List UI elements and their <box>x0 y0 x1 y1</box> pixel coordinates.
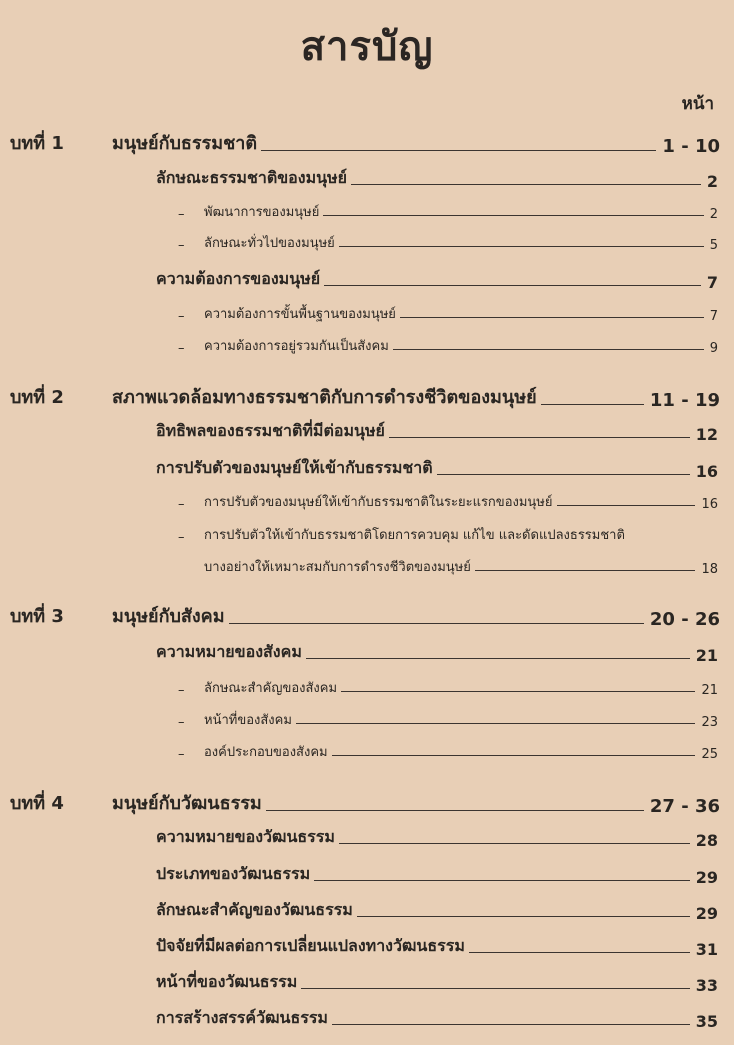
section-title: ลักษณะธรรมชาติของมนุษย์ <box>156 168 347 187</box>
section-title: ความหมายของวัฒนธรรม <box>156 827 335 846</box>
subsection-title: การปรับตัวให้เข้ากับธรรมชาติโดยการควบคุม แก้ไข และดัดแปลงธรรมชาติ <box>204 528 625 543</box>
leader-line <box>557 505 696 506</box>
section-title: การสร้างสรรค์วัฒนธรรม <box>156 1008 328 1027</box>
chapter-label: บทที่ 3 <box>10 606 64 627</box>
subsection-row[interactable] <box>178 709 718 730</box>
leader-line <box>341 691 695 692</box>
section-page: 12 <box>695 425 718 444</box>
section-row[interactable] <box>156 1006 718 1031</box>
dash-marker: – <box>178 530 185 545</box>
leader-line <box>301 988 689 989</box>
subsection-page: 23 <box>701 715 718 730</box>
subsection-title: ความต้องการขั้นพื้นฐานของมนุษย์ <box>204 307 396 322</box>
leader-line <box>393 349 704 350</box>
leader-line <box>437 474 690 475</box>
subsection-row[interactable] <box>178 491 718 512</box>
leader-line <box>229 623 644 624</box>
leader-line <box>323 215 703 216</box>
section-title: การปรับตัวของมนุษย์ให้เข้ากับธรรมชาติ <box>156 458 433 477</box>
section-row[interactable] <box>156 456 718 481</box>
leader-line <box>332 755 696 756</box>
leader-line <box>324 285 701 286</box>
subsection-page: 21 <box>701 683 718 698</box>
subsection-title: การปรับตัวของมนุษย์ให้เข้ากับธรรมชาติในระยะแรกของมนุษย์ <box>204 495 553 510</box>
chapter-pages: 27 - 36 <box>649 796 720 817</box>
subsection-page: 9 <box>709 341 718 356</box>
leader-line <box>332 1024 690 1025</box>
leader-line <box>357 916 690 917</box>
chapter-title: สภาพแวดล้อมทางธรรมชาติกับการดำรงชีวิตของมนุษย์ <box>112 387 537 408</box>
dash-marker: – <box>178 309 185 324</box>
chapter-title: มนุษย์กับวัฒนธรรม <box>112 793 262 814</box>
dash-marker: – <box>178 683 185 698</box>
section-page: 29 <box>695 904 718 923</box>
section-row[interactable] <box>156 267 718 292</box>
section-row[interactable] <box>156 640 718 665</box>
section-title: ประเภทของวัฒนธรรม <box>156 864 311 883</box>
subsection-title: ความต้องการอยู่รวมกันเป็นสังคม <box>204 339 389 354</box>
leader-line <box>475 570 696 571</box>
subsection-row[interactable] <box>178 741 718 762</box>
section-page: 29 <box>695 868 718 887</box>
section-title: หน้าที่ของวัฒนธรรม <box>156 972 298 991</box>
subsection-title: พัฒนาการของมนุษย์ <box>204 205 320 220</box>
leader-line <box>314 880 690 881</box>
leader-line <box>266 810 644 811</box>
dash-marker: – <box>178 341 185 356</box>
subsection-row[interactable] <box>178 335 718 356</box>
page-title: สารบัญ <box>300 24 434 70</box>
section-title: ความหมายของสังคม <box>156 642 302 661</box>
subsection-page: 7 <box>709 309 718 324</box>
chapter-pages: 11 - 19 <box>649 390 720 411</box>
section-title: อิทธิพลของธรรมชาติที่มีต่อมนุษย์ <box>156 421 385 440</box>
section-page: 2 <box>706 172 718 191</box>
leader-line <box>339 246 704 247</box>
subsection-title: ลักษณะทั่วไปของมนุษย์ <box>204 236 335 251</box>
section-page: 7 <box>706 273 718 292</box>
subsection-page: 5 <box>709 238 718 253</box>
chapter-title: มนุษย์กับธรรมชาติ <box>112 133 258 154</box>
chapter-row[interactable] <box>112 788 720 817</box>
section-page: 16 <box>695 462 718 481</box>
leader-line <box>339 843 690 844</box>
section-row[interactable] <box>156 166 718 191</box>
chapter-label: บทที่ 1 <box>10 133 64 154</box>
section-row[interactable] <box>156 934 718 959</box>
leader-line <box>306 658 690 659</box>
subsection-row[interactable] <box>178 303 718 324</box>
chapter-row[interactable] <box>112 601 720 630</box>
subsection-row[interactable] <box>178 201 718 222</box>
leader-line <box>389 437 690 438</box>
section-page: 35 <box>695 1012 718 1031</box>
leader-line <box>296 723 696 724</box>
section-row[interactable] <box>156 419 718 444</box>
subsection-row[interactable] <box>178 524 718 545</box>
subsection-page: 18 <box>701 562 718 577</box>
leader-line <box>541 404 644 405</box>
subsection-title: องค์ประกอบของสังคม <box>204 745 328 760</box>
section-row[interactable] <box>156 862 718 887</box>
section-row[interactable] <box>156 970 718 995</box>
dash-marker: – <box>178 207 185 222</box>
leader-line <box>351 184 701 185</box>
section-page: 31 <box>695 940 718 959</box>
chapter-row[interactable] <box>112 128 720 157</box>
subsection-title: หน้าที่ของสังคม <box>204 713 292 728</box>
dash-marker: – <box>178 715 185 730</box>
subsection-page: 25 <box>701 747 718 762</box>
subsection-page: 16 <box>701 497 718 512</box>
subsection-page: 2 <box>709 207 718 222</box>
dash-marker: – <box>178 747 185 762</box>
section-row[interactable] <box>156 825 718 850</box>
subsection-row[interactable] <box>178 677 718 698</box>
subsection-row-continued[interactable] <box>204 556 718 577</box>
section-page: 21 <box>695 646 718 665</box>
chapter-label: บทที่ 2 <box>10 387 64 408</box>
chapter-row[interactable] <box>112 382 720 411</box>
section-title: ปัจจัยที่มีผลต่อการเปลี่ยนแปลงทางวัฒนธรรม <box>156 936 465 955</box>
leader-line <box>400 317 704 318</box>
section-row[interactable] <box>156 898 718 923</box>
section-title: ลักษณะสำคัญของวัฒนธรรม <box>156 900 353 919</box>
subsection-title-continued: บางอย่างให้เหมาะสมกับการดำรงชีวิตของมนุษย์ <box>204 560 471 575</box>
page-column-label: หน้า <box>681 94 714 114</box>
subsection-title: ลักษณะสำคัญของสังคม <box>204 681 338 696</box>
section-page: 33 <box>695 976 718 995</box>
leader-line <box>469 952 690 953</box>
subsection-row[interactable] <box>178 232 718 253</box>
dash-marker: – <box>178 497 185 512</box>
chapter-label: บทที่ 4 <box>10 793 64 814</box>
section-page: 28 <box>695 831 718 850</box>
chapter-pages: 20 - 26 <box>649 609 720 630</box>
dash-marker: – <box>178 238 185 253</box>
chapter-title: มนุษย์กับสังคม <box>112 606 225 627</box>
chapter-pages: 1 - 10 <box>662 136 720 157</box>
section-title: ความต้องการของมนุษย์ <box>156 269 321 288</box>
leader-line <box>261 150 656 151</box>
